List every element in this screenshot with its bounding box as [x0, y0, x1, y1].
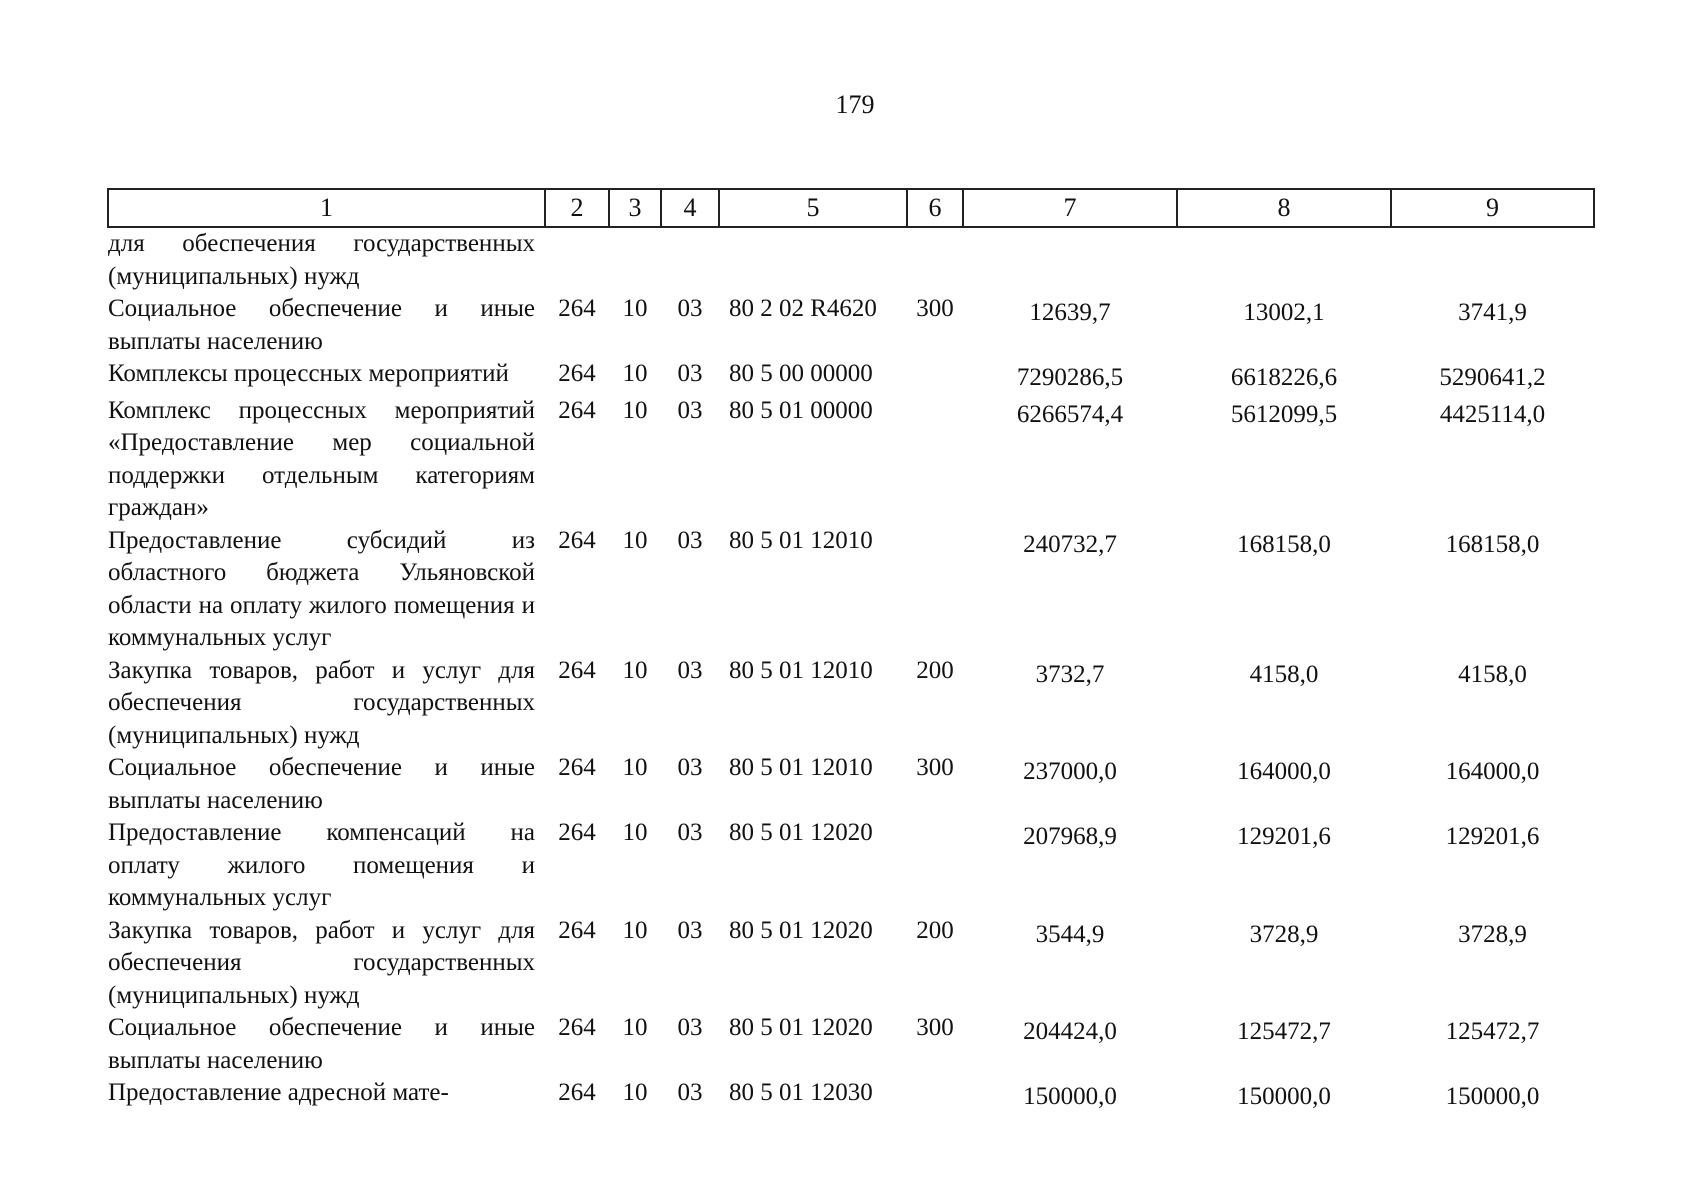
- row-amount-1: 207968,9: [1023, 823, 1117, 850]
- row-amount-1: 237000,0: [1023, 758, 1117, 785]
- row-expense-type: [907, 358, 963, 395]
- row-subsection-code: 03: [677, 526, 703, 554]
- row-name: Закупка товаров, работ и услуг для обеспечения государственных (муниципальных) нужд: [108, 656, 535, 749]
- table-row: [108, 525, 1594, 655]
- row-target-code: 80 5 01 00000: [729, 396, 873, 424]
- row-target-code: 80 2 02 R4620: [729, 295, 877, 322]
- row-section-code: 10: [622, 396, 648, 424]
- row-amount-1: 7290286,5: [1016, 364, 1124, 391]
- row-expense-type: [907, 395, 963, 525]
- table-row: [108, 293, 1594, 358]
- row-subsection-code: 03: [677, 295, 703, 322]
- row-expense-type: [907, 817, 963, 915]
- row-amount-3: 4425114,0: [1439, 400, 1546, 428]
- row-amount-2: 164000,0: [1237, 758, 1331, 785]
- row-section-code: 10: [622, 295, 648, 322]
- header-cell: 1: [108, 189, 545, 227]
- row-amount-3: [1391, 227, 1594, 293]
- row-amount-2: [1177, 227, 1391, 293]
- row-amount-1: 6266574,4: [1016, 400, 1124, 428]
- header-cell: 4: [661, 189, 719, 227]
- row-subsection-code: 03: [677, 916, 703, 944]
- row-gr-code: 264: [558, 916, 596, 944]
- table-row: [108, 817, 1594, 915]
- row-target-code: [719, 227, 907, 293]
- row-subsection-code: 03: [677, 819, 703, 846]
- row-target-code: 80 5 01 12020: [729, 916, 873, 944]
- row-name: Социальное обеспечение и иные выплаты населению: [108, 1014, 535, 1074]
- row-target-code: 80 5 01 12010: [729, 656, 873, 684]
- budget-table-container: [107, 188, 1593, 1114]
- row-expense-type: [907, 1077, 963, 1114]
- row-target-code: 80 5 01 12010: [729, 754, 873, 781]
- row-name: Предоставление адресной мате-: [108, 1079, 449, 1106]
- row-section-code: 10: [622, 916, 648, 944]
- row-amount-3: 164000,0: [1445, 758, 1540, 785]
- row-section-code: 10: [622, 1014, 648, 1041]
- row-target-code: 80 5 01 12010: [729, 526, 873, 554]
- table-row: [108, 227, 1594, 293]
- row-expense-type: 300: [916, 295, 954, 322]
- row-subsection-code: 03: [677, 360, 703, 387]
- row-gr-code: 264: [558, 656, 596, 684]
- row-section-code: 10: [622, 656, 648, 684]
- row-amount-3: 3741,9: [1458, 299, 1527, 326]
- row-expense-type: [907, 227, 963, 293]
- row-amount-2: 150000,0: [1237, 1083, 1331, 1110]
- table-row: [108, 1077, 1594, 1114]
- table-row: [108, 915, 1594, 1013]
- row-amount-2: 125472,7: [1237, 1018, 1331, 1045]
- row-target-code: 80 5 00 00000: [729, 360, 873, 387]
- row-amount-2: 129201,6: [1237, 823, 1331, 850]
- header-cell: 6: [907, 189, 963, 227]
- table-row: [108, 655, 1594, 753]
- row-amount-1: 3544,9: [1035, 920, 1105, 948]
- row-section-code: 10: [622, 526, 648, 554]
- page-number: 179: [835, 90, 875, 119]
- row-name: Комплекс процессных мероприятий «Предоставление мер социальной поддержки отдельным категориям граждан»: [108, 396, 535, 521]
- row-amount-3: 4158,0: [1458, 660, 1527, 688]
- row-amount-2: 168158,0: [1237, 530, 1331, 558]
- row-amount-1: 3732,7: [1035, 660, 1105, 688]
- row-section-code: [609, 227, 661, 293]
- row-amount-2: 5612099,5: [1230, 400, 1338, 428]
- row-amount-1: 12639,7: [1029, 299, 1111, 326]
- row-amount-3: 168158,0: [1445, 530, 1540, 558]
- row-subsection-code: 03: [677, 1079, 703, 1106]
- row-gr-code: 264: [558, 295, 596, 322]
- row-gr-code: 264: [558, 819, 596, 846]
- row-gr-code: 264: [558, 360, 596, 387]
- row-subsection-code: 03: [677, 1014, 703, 1041]
- row-gr-code: 264: [558, 754, 596, 781]
- row-amount-3: 5290641,2: [1439, 364, 1546, 391]
- row-amount-2: 13002,1: [1243, 299, 1325, 326]
- row-target-code: 80 5 01 12020: [729, 819, 873, 846]
- header-row: [108, 189, 1594, 227]
- header-cell: 2: [545, 189, 609, 227]
- row-target-code: 80 5 01 12030: [729, 1079, 873, 1106]
- table-row: [108, 1012, 1594, 1077]
- header-cell: 9: [1391, 189, 1594, 227]
- row-subsection-code: 03: [677, 656, 703, 684]
- row-gr-code: 264: [558, 1079, 596, 1106]
- row-expense-type: [907, 525, 963, 655]
- row-subsection-code: 03: [677, 754, 703, 781]
- row-name: Предоставление компенсаций на оплату жилого помещения и коммунальных услуг: [108, 819, 535, 911]
- row-amount-3: 125472,7: [1445, 1018, 1540, 1045]
- row-amount-2: 3728,9: [1249, 920, 1319, 948]
- table-body: [108, 227, 1594, 1114]
- row-amount-3: 150000,0: [1445, 1083, 1540, 1110]
- row-amount-3: 129201,6: [1445, 823, 1540, 850]
- row-amount-2: 4158,0: [1249, 660, 1319, 688]
- header-cell: 8: [1177, 189, 1391, 227]
- row-amount-1: [963, 227, 1177, 293]
- row-name: Социальное обеспечение и иные выплаты населению: [108, 754, 535, 814]
- table-header: [108, 189, 1594, 227]
- header-cell: 5: [719, 189, 907, 227]
- row-expense-type: 300: [916, 754, 954, 781]
- row-gr-code: [545, 227, 609, 293]
- row-expense-type: 300: [916, 1014, 954, 1041]
- header-cell: 7: [963, 189, 1177, 227]
- row-expense-type: 200: [916, 916, 954, 944]
- row-subsection-code: [661, 227, 719, 293]
- row-gr-code: 264: [558, 526, 596, 554]
- row-amount-2: 6618226,6: [1230, 364, 1338, 391]
- row-name: Предоставление субсидий из областного бюджета Ульяновской области на оплату жилого помещения и коммунальных услуг: [108, 526, 535, 651]
- table-row: [108, 752, 1594, 817]
- row-expense-type: 200: [916, 656, 954, 684]
- row-name: Социальное обеспечение и иные выплаты населению: [108, 295, 535, 355]
- row-target-code: 80 5 01 12020: [729, 1014, 873, 1041]
- row-amount-1: 204424,0: [1023, 1018, 1117, 1045]
- row-amount-3: 3728,9: [1458, 920, 1527, 948]
- row-amount-1: 240732,7: [1023, 530, 1117, 558]
- row-section-code: 10: [622, 754, 648, 781]
- row-gr-code: 264: [558, 396, 596, 424]
- row-section-code: 10: [622, 360, 648, 387]
- table-row: [108, 395, 1594, 525]
- row-subsection-code: 03: [677, 396, 703, 424]
- row-name: для обеспечения государственных (муниципальных) нужд: [108, 230, 535, 290]
- budget-table: [107, 188, 1595, 1114]
- row-name: Комплексы процессных мероприятий: [108, 360, 509, 387]
- header-cell: 3: [609, 189, 661, 227]
- row-gr-code: 264: [558, 1014, 596, 1041]
- row-name: Закупка товаров, работ и услуг для обеспечения государственных (муниципальных) нужд: [108, 916, 535, 1009]
- table-row: [108, 358, 1594, 395]
- row-section-code: 10: [622, 1079, 648, 1106]
- row-section-code: 10: [622, 819, 648, 846]
- row-amount-1: 150000,0: [1023, 1083, 1117, 1110]
